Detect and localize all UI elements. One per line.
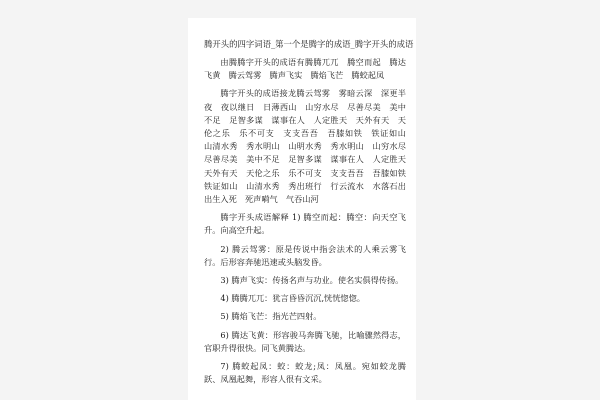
page-title: 腾开头的四字词语_第一个是腾字的成语_腾字开头的成语 bbox=[204, 39, 414, 49]
paragraph-explanation-intro: 腾字开头成语解释 1) 腾空而起：腾空：向天空飞升。向高空升起。 bbox=[204, 212, 406, 236]
definition-item: 4) 腾腾兀兀：犹言昏昏沉沉,恍恍惚惚。 bbox=[220, 293, 365, 304]
definition-item: 3) 腾声飞实：传扬名声与功业。使名实俱得传扬。 bbox=[220, 275, 404, 286]
definition-item: 6) 腾达飞黄：形容骏马奔腾飞驰，比喻骤然得志，官职升得很快。同飞黄腾达。 bbox=[204, 329, 406, 353]
definition-item: 7) 腾蛟起凤：蛟：蛟龙;凤：凤凰。宛如蛟龙腾跃、凤凰起舞，形容人很有文采。 bbox=[204, 361, 406, 385]
definition-item: 2) 腾云驾雾：原是传说中指会法术的人乘云雾飞行。后形容奔驰迅速或头脑发昏。 bbox=[204, 243, 406, 267]
definition-item: 5) 腾焰飞芒：指光芒四射。 bbox=[220, 311, 322, 322]
document-page bbox=[188, 18, 416, 400]
paragraph-idiom-list: 由腾腾字开头的成语有腾腾兀兀 腾空而起 腾达飞黄 腾云驾雾 腾声飞实 腾焰飞芒 腾蛟起凤 bbox=[204, 57, 406, 81]
paragraph-idiom-chain: 腾字开头的成语接龙腾云驾雾 雾暗云深 深更半夜 夜以继日 日薄西山 山穷水尽 尽善尽美 美中不足 足智多谋 谋事在人 人定胜天 天外有天 天伦之乐 乐不可支 支支吾吾 吾膝如铁 铁证如山 山清水秀 秀水明山 山明水秀 秀水明山 山穷水尽 尽善尽美 美中不足 足智多谋 谋事在人 人定胜天 天外有天 天伦之乐 乐不可支 支支吾吾 吾膝如铁 铁证如山 山清水秀 秀出班行 行云流水 水落石出 出生入死 死声嗬气 气吞山河 bbox=[204, 88, 415, 205]
